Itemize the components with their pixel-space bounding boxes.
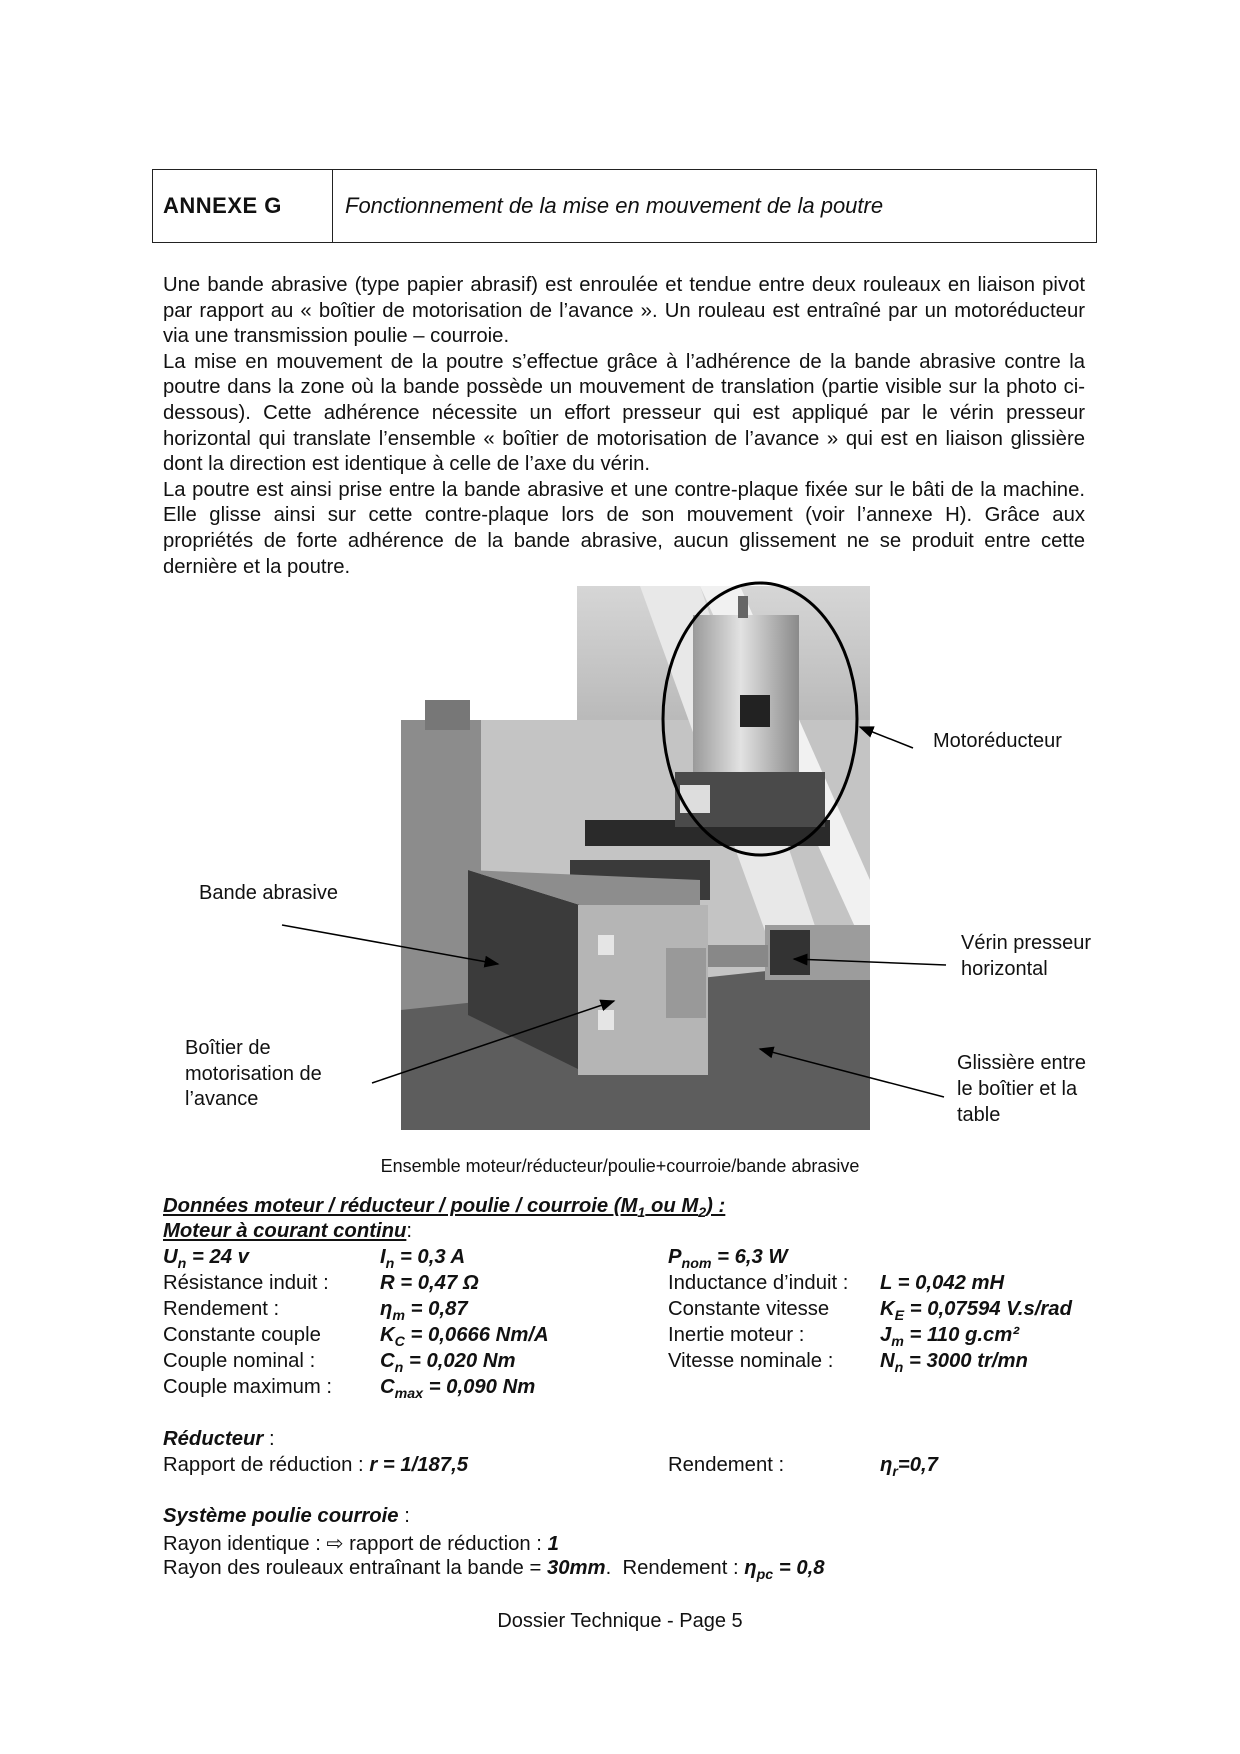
cv-label: Constante vitesse [668,1298,830,1320]
rayon-identique-line: Rayon identique : ⇨ rapport de réduction : 1 [163,1533,559,1555]
rend-r-label: Rendement : [668,1454,785,1476]
photo-image [401,586,870,1130]
label-boitier-line1: Boîtier de [185,1037,271,1059]
un-value: $U_n = 24$ v [163,1246,249,1273]
label-verin-line1: Vérin presseur [961,932,1092,954]
pnom-value: $P_{nom} = 6,3$ W [668,1246,788,1273]
annex-label: ANNEXE G [153,170,333,242]
res-label: Résistance induit : [163,1272,329,1294]
label-boitier-line3: l’avance [185,1088,259,1110]
kc-value: $K_C = 0,0666$ Nm/A [380,1324,549,1351]
label-glissiere-line3: table [957,1104,1001,1126]
photo-caption: Ensemble moteur/réducteur/poulie+courroie/bande abrasive [380,1156,860,1176]
paragraph-2: La mise en mouvement de la poutre s’effectue grâce à l’adhérence de la bande abrasive contre la poutre dans la zone où la bande possède un mouvement de translation (partie visible sur la photo ci-dessous). Cette adhérence nécessite un effort presseur qui est appliqué par le vérin presseur horizontal qui translate l’ensemble « boîtier de motorisation de l’avance » qui est en liaison glissière dont la direction est identique à celle de l’axe du vérin. [163,350,1085,476]
ind-label: Inductance d’induit : [668,1272,849,1294]
label-glissiere-line2: le boîtier et la [957,1078,1078,1100]
rend-value: $\eta_m = 0,87$ [380,1298,468,1325]
poulie-title: Système poulie courroie : [163,1505,410,1527]
annex-title: Fonctionnement de la mise en mouvement de la poutre [345,193,884,218]
label-bande-abrasive: Bande abrasive [199,882,338,904]
rapport-line: Rapport de réduction : r = 1/187,5 [163,1454,469,1476]
im-label: Inertie moteur : [668,1324,805,1346]
rend-r-value: $\eta_r=0,7$ [880,1454,938,1481]
cm-label: Couple maximum : [163,1376,333,1398]
cmax-value: $C_{max} = 0,090$ Nm [380,1376,536,1403]
label-motoreducteur: Motoréducteur [933,730,1062,752]
label-glissiere-line1: Glissière entre [957,1052,1086,1074]
reducteur-title: Réducteur : [163,1428,275,1450]
cn-label: Couple nominal : [163,1350,316,1372]
rayon-rouleaux-line: Rayon des rouleaux entraînant la bande = 30mm. Rendement : $\eta_{pc} = 0,8$ [163,1557,825,1584]
label-verin-line2: horizontal [961,958,1048,980]
res-value: R = 0,47 Ω [380,1272,479,1294]
moteur-title: Moteur à courant continu: [163,1220,413,1242]
paragraph-3: La poutre est ainsi prise entre la bande abrasive et une contre-plaque fixée sur le bâti de la machine. Elle glisse ainsi sur cette contre-plaque lors de son mouvement (voir l’annexe H). Grâce aux propriétés de forte adhérence de la bande abrasive, aucun glissement ne se produit entre cette dernière et la poutre. [163,478,1085,578]
in-value: $I_n = 0,3$ A [380,1246,466,1273]
nn-value: $N_n = 3000$ tr/mn [880,1350,1028,1377]
arrow-icon: ⇨ [326,1533,344,1555]
jm-value: $J_m = 110$ g.cm² [880,1324,1020,1351]
cn-value: $C_n = 0,020$ Nm [380,1350,516,1377]
ke-value: $K_E = 0,07594$ V.s/rad [880,1298,1072,1325]
ind-value: L = 0,042 mH [880,1272,1005,1294]
cc-label: Constante couple [163,1324,321,1346]
page-footer: Dossier Technique - Page 5 [497,1610,743,1632]
rend-label: Rendement : [163,1298,280,1320]
paragraph-1: Une bande abrasive (type papier abrasif) est enroulée et tendue entre deux rouleaux en liaison pivot par rapport au « boîtier de motorisation de l’avance ». Un rouleau est entraîné par un motoréducteur via une transmission poulie – courroie. [163,274,1085,348]
vn-label: Vitesse nominale : [668,1350,834,1372]
data-heading: Données moteur / réducteur / poulie / courroie ($M_1$ ou $M_2$) : [163,1195,726,1222]
label-boitier-line2: motorisation de [185,1063,322,1085]
